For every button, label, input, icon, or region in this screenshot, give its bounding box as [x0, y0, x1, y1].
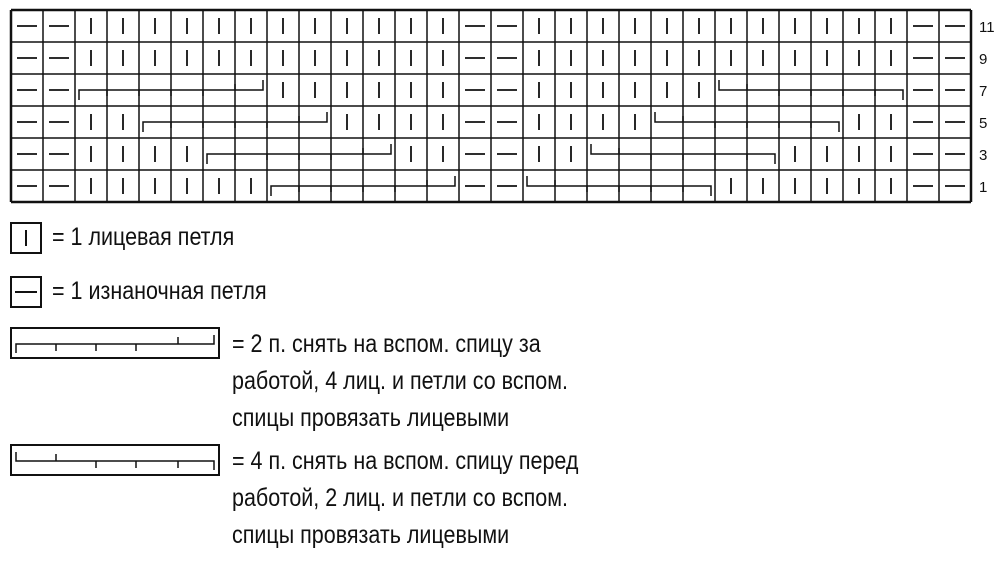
- knit-stitch-symbol: [10, 222, 44, 256]
- legend-knit: [10, 222, 264, 256]
- row-number-label: 11: [979, 19, 995, 36]
- legend-purl-text: = 1 изнаночная петля: [52, 277, 267, 305]
- row-number-label: 9: [979, 51, 988, 68]
- purl-stitch-symbol: [10, 276, 44, 310]
- row-number-label: 3: [979, 147, 988, 164]
- row-number-label: 7: [979, 83, 988, 100]
- legend-knit-text: = 1 лицевая петля: [52, 223, 235, 251]
- legend-cable-front-text: = 4 п. снять на вспом. спицу перед работой, 2 лиц. и петли со вспом. спицы провязать лицевыми: [232, 447, 579, 549]
- legend-cable-front: [10, 444, 635, 554]
- legend-purl: [10, 276, 302, 310]
- cable-back-symbol: [10, 327, 224, 361]
- legend-cable-back: [10, 327, 623, 437]
- cable-front-symbol: [10, 444, 224, 478]
- row-number-label: 5: [979, 115, 988, 132]
- knitting-chart: [0, 0, 1000, 205]
- row-number-label: 1: [979, 179, 988, 196]
- legend-cable-back-text: = 2 п. снять на вспом. спицу за работой, 4 лиц. и петли со вспом. спицы провязать лицевыми: [232, 330, 568, 432]
